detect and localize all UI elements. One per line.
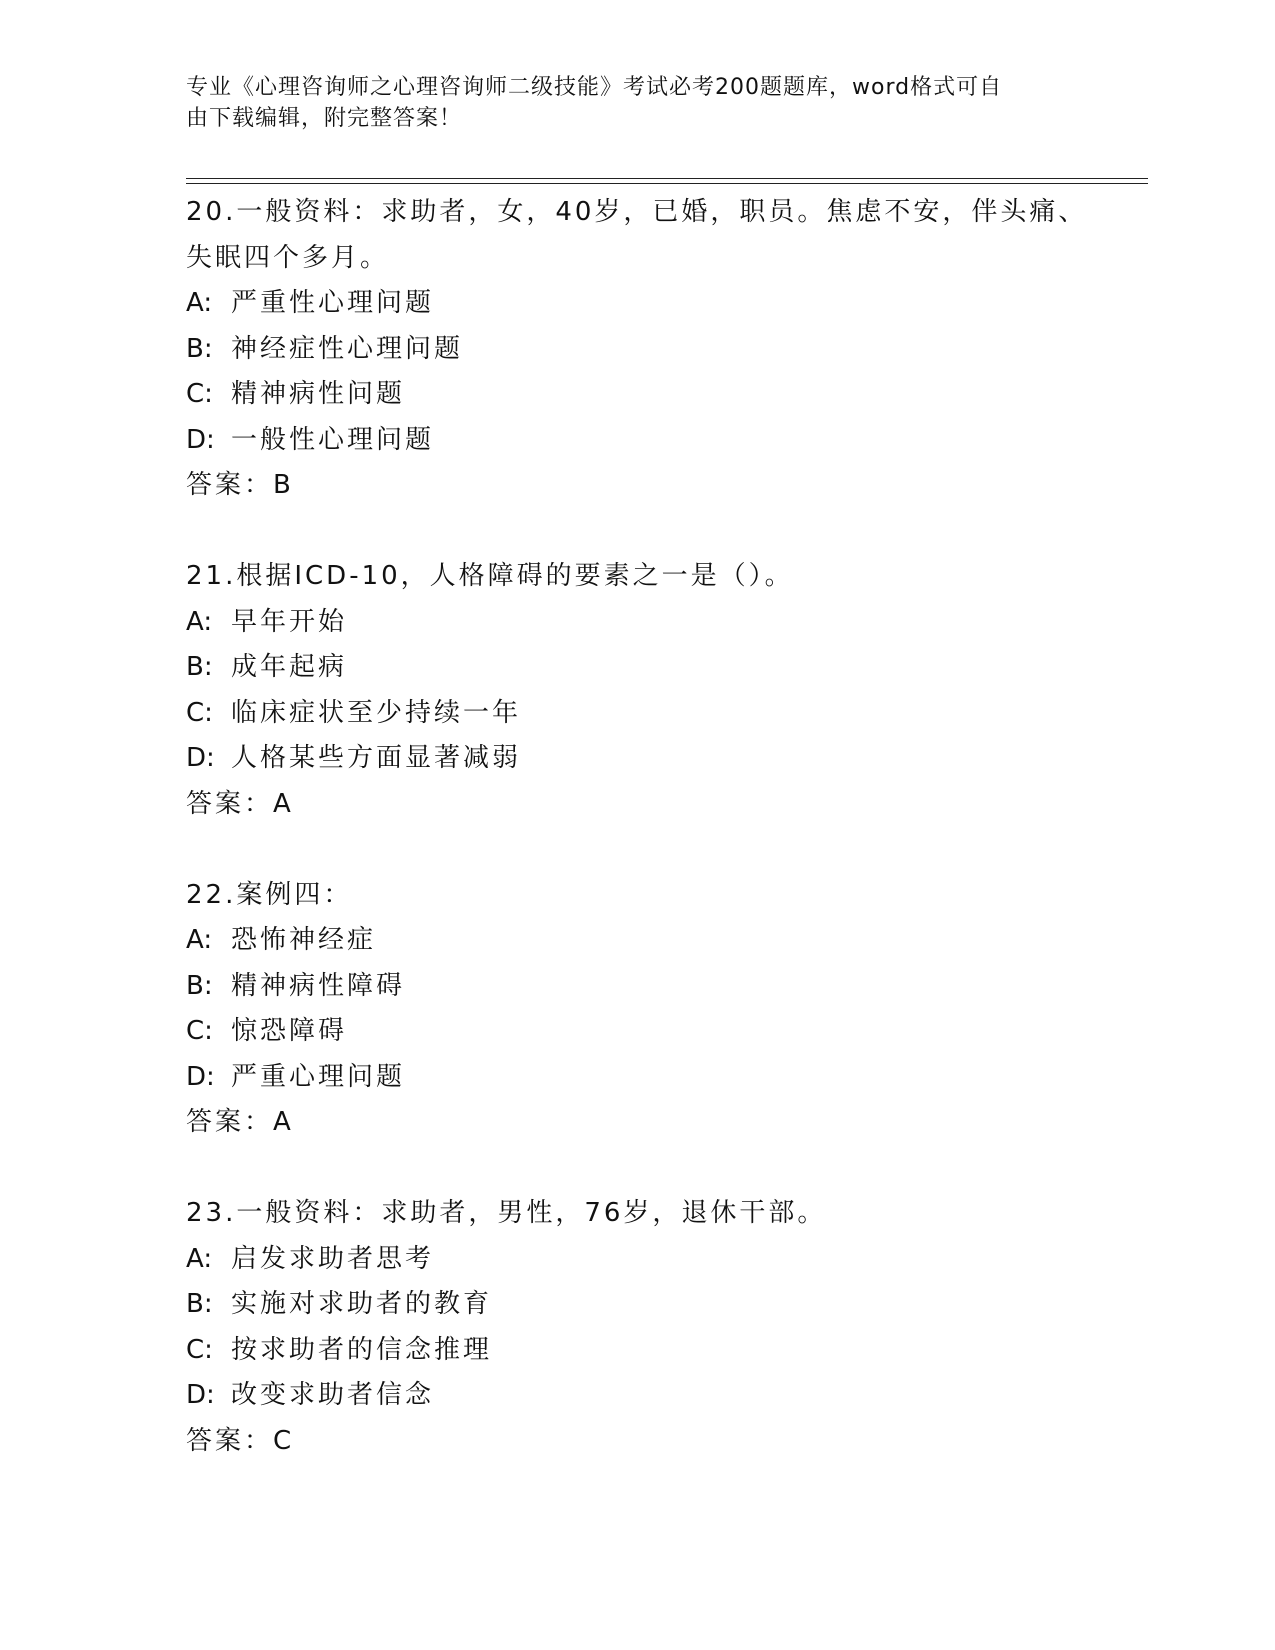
option-c [186, 1009, 1086, 1055]
option-letter: A: [186, 606, 213, 637]
option-a [186, 1237, 1086, 1283]
option-text: 成年起病 [231, 652, 348, 682]
spacer [186, 827, 1086, 873]
question-stem-line: 21.根据ICD-10，人格障碍的要素之一是（）。 [186, 561, 794, 591]
answer-line: 答案：A [186, 788, 294, 819]
question-22 [186, 873, 1086, 1146]
option-text: 启发求助者思考 [231, 1243, 435, 1274]
answer-line: 答案：B [186, 470, 294, 500]
question-stem-line: 23.一般资料：求助者，男性，76岁，退休干部。 [186, 1198, 827, 1228]
spacer [186, 1146, 1086, 1192]
option-text: 按求助者的信念推理 [231, 1334, 493, 1365]
option-text: 严重心理问题 [231, 1061, 406, 1092]
option-c [186, 691, 1086, 737]
spacer [186, 509, 1086, 555]
option-d [186, 1373, 1086, 1419]
option-b [186, 327, 1086, 373]
header-line-1: 专业《心理咨询师之心理咨询师二级技能》考试必考200题题库，word格式可自 [186, 75, 1003, 100]
option-letter: C: [186, 379, 213, 409]
question-stem-line: 失眠四个多月。 [186, 242, 390, 273]
option-text: 精神病性障碍 [231, 970, 406, 1001]
option-c [186, 1328, 1086, 1374]
question-21 [186, 554, 1086, 827]
option-b [186, 645, 1086, 691]
option-letter: A: [186, 1243, 213, 1274]
option-letter: A: [186, 288, 213, 318]
option-b [186, 964, 1086, 1010]
header-divider-top [186, 178, 1148, 179]
question-list [186, 190, 1086, 1464]
question-20 [186, 190, 1086, 509]
header-line-2: 由下载编辑，附完整答案！ [186, 106, 463, 131]
option-letter: A: [186, 925, 213, 955]
option-letter: D: [186, 1380, 215, 1410]
option-text: 神经症性心理问题 [231, 333, 464, 364]
option-c [186, 372, 1086, 418]
document-header [186, 72, 1066, 134]
option-text: 实施对求助者的教育 [231, 1289, 493, 1319]
option-a [186, 918, 1086, 964]
option-letter: D: [186, 1061, 215, 1092]
option-d [186, 736, 1086, 782]
option-text: 人格某些方面显著减弱 [231, 743, 522, 773]
option-letter: B: [186, 333, 213, 364]
option-letter: C: [186, 697, 213, 728]
option-letter: D: [186, 424, 215, 455]
option-d [186, 418, 1086, 464]
option-text: 严重性心理问题 [231, 288, 435, 318]
option-text: 恐怖神经症 [231, 925, 377, 955]
option-text: 早年开始 [231, 606, 348, 637]
option-text: 改变求助者信念 [231, 1380, 435, 1410]
question-23 [186, 1191, 1086, 1464]
question-stem-line: 22.案例四： [186, 879, 353, 910]
option-letter: C: [186, 1016, 213, 1046]
question-stem-line: 20.一般资料：求助者，女，40岁，已婚，职员。焦虑不安，伴头痛、 [186, 197, 1088, 227]
option-letter: C: [186, 1334, 213, 1365]
answer-line: 答案：C [186, 1425, 295, 1456]
option-letter: B: [186, 652, 213, 682]
option-letter: D: [186, 743, 215, 773]
option-d [186, 1055, 1086, 1101]
option-text: 临床症状至少持续一年 [231, 697, 522, 728]
option-text: 精神病性问题 [231, 379, 406, 409]
option-letter: B: [186, 1289, 213, 1319]
option-b [186, 1282, 1086, 1328]
header-divider-bottom [186, 183, 1148, 184]
option-text: 一般性心理问题 [231, 424, 435, 455]
option-text: 惊恐障碍 [231, 1016, 348, 1046]
option-letter: B: [186, 970, 213, 1001]
option-a [186, 600, 1086, 646]
option-a [186, 281, 1086, 327]
answer-line: 答案：A [186, 1107, 294, 1137]
